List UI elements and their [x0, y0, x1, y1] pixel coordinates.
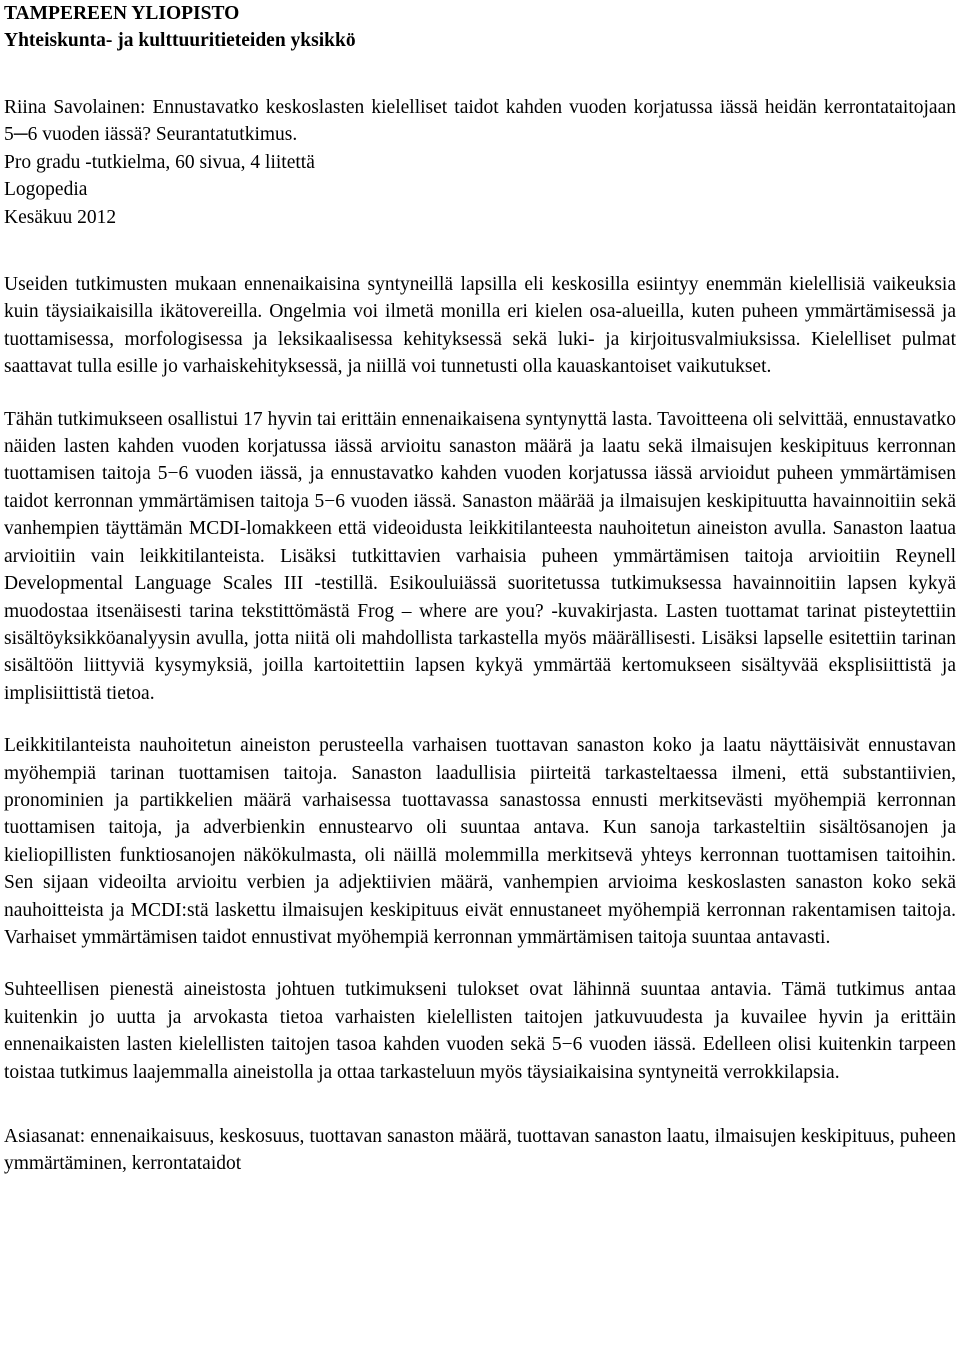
subject: Logopedia: [4, 179, 88, 201]
abstract-paragraph-1: Useiden tutkimusten mukaan ennenaikaisina syntyneillä lapsilla eli keskosilla esiintyy enemmän kielellisiä vaikeuksia kuin täysiaikaisilla ikätovereilla. Ongelmia voi ilmetä monilla eri kielen osa-alueilla, kuten puheen ymmärtämisessä ja tuottamisessa, morfologisessa ja leksikaalisessa kehityksessä sekä luki- ja kirjoitusvalmiuksissa. Kielelliset pulmat saattavat tulla esille jo varhaiskehityksessä, ja niillä voi tunnetusti olla kauaskantoiset vaikutukset.: [4, 274, 956, 378]
thesis-info: Pro gradu -tutkielma, 60 sivua, 4 liitettä: [4, 151, 315, 173]
keywords: Asiasanat: ennenaikaisuus, keskosuus, tuottavan sanaston määrä, tuottavan sanaston laatu, ilmaisujen keskipituus, puheen ymmärtäminen, kerrontataidot: [4, 1126, 956, 1175]
date: Kesäkuu 2012: [4, 206, 117, 228]
university-name: TAMPEREEN YLIOPISTO: [4, 3, 240, 24]
abstract-paragraph-2: Tähän tutkimukseen osallistui 17 hyvin tai erittäin ennenaikaisena syntynyttä lasta. Tavoitteena oli selvittää, ennustavatko näiden lasten kahden vuoden korjatussa iässä arvioitu sanaston määrä ja laatu sekä ilmaisujen keskipituus kerronnan tuottamisen taitoja 5−6 vuoden iässä, ja ennustavatko kahden vuoden korjatussa iässä arvioidut puheen ymmärtämisen taidot kerronnan ymmärtämisen taitoja 5−6 vuoden iässä. Sanaston määrää ja ilmaisujen keskipituutta havainnoitiin sekä vanhempien täyttämän MCDI-lomakkeen että videoidusta leikkitilanteesta nauhoitetun aineiston avulla. Sanaston laatua arvioitiin vain leikkitilanteista. Lisäksi tutkittavien varhaisia puheen ymmärtämisen taitoja arvioitiin Reynell Developmental Language Scales III -testillä. Esikouluiässä suoritetussa tutkimuksessa havainnoitiin lapsen kykyä muodostaa itsenäisesti tarina tekstittömästä Frog – where are you? -kuvakirjasta. Lasten tuottamat tarinat pisteytettiin sisältöyksikköanalyysin avulla, jotta niitä oli mahdollista tarkastella myös määrällisesti. Lisäksi lapselle esitettiin tarinan sisältöön liittyviä kysymyksiä, joilla kartoitettiin lapsen kykyä ymmärtää kertomukseen sisältyvää eksplisiittistä ja implisiittistä tietoa.: [4, 408, 956, 704]
abstract-paragraph-4: Suhteellisen pienestä aineistosta johtuen tutkimukseni tulokset ovat lähinnä suuntaa antavia. Tämä tutkimus antaa kuitenkin jo uutta ja arvokasta tietoa varhaisten kielellisten taitojen jatkuvuudesta ja kuvailee hyvin ja erittäin ennenaikaisten lasten kielellisten taitojen tasoa kahden vuoden sekä 5−6 vuoden iässä. Edelleen olisi kuitenkin tarpeen toistaa tutkimus laajemmalla aineistolla ja ottaa tarkasteluun myös täysiaikaisina syntyneitä verrokkilapsia.: [4, 979, 956, 1083]
thesis-metadata: [4, 94, 956, 231]
abstract-paragraph-3: Leikkitilanteista nauhoitetun aineiston perusteella varhaisen tuottavan sanaston koko ja laatu näyttäisivät ennustavan myöhempiä tarinan tuottamisen taitoja. Sanaston laadullisia piirteitä tarkasteltaessa ilmeni, että substantiivien, pronominien ja partikkelien määrä varhaisessa tuottavassa sanastossa ennusti merkitsevästi myöhempiä kerronnan tuottamisen taitoja, ja adverbienkin ennustearvo oli suuntaa antava. Kun sanoja tarkasteltiin sisältösanojen ja kieliopillisten funktiosanojen näkökulmasta, oli näillä molemmilla merkitsevä yhteys kerronnan tuottamisen taitoihin. Sen sijaan videoilta arvioitu verbien ja adjektiivien määrä, vanhempien arvioima keskoslasten sanaston koko sekä nauhoitteista ja MCDI:stä laskettu ilmaisujen keskipituus eivät ennustaneet myöhempiä kerronnan rakentamisen taitoja. Varhaiset ymmärtämisen taidot ennustivat myöhempiä kerronnan ymmärtämisen taitoja suuntaa antavasti.: [4, 735, 956, 948]
document-header: [4, 0, 956, 54]
faculty-unit: Yhteiskunta- ja kulttuuritieteiden yksikkö: [4, 30, 356, 51]
author-and-title: Riina Savolainen: Ennustavatko keskoslasten kielelliset taidot kahden vuoden korjatussa iässä heidän kerrontataitojaan 5─6 vuoden iässä? Seurantatutkimus.: [4, 97, 956, 146]
